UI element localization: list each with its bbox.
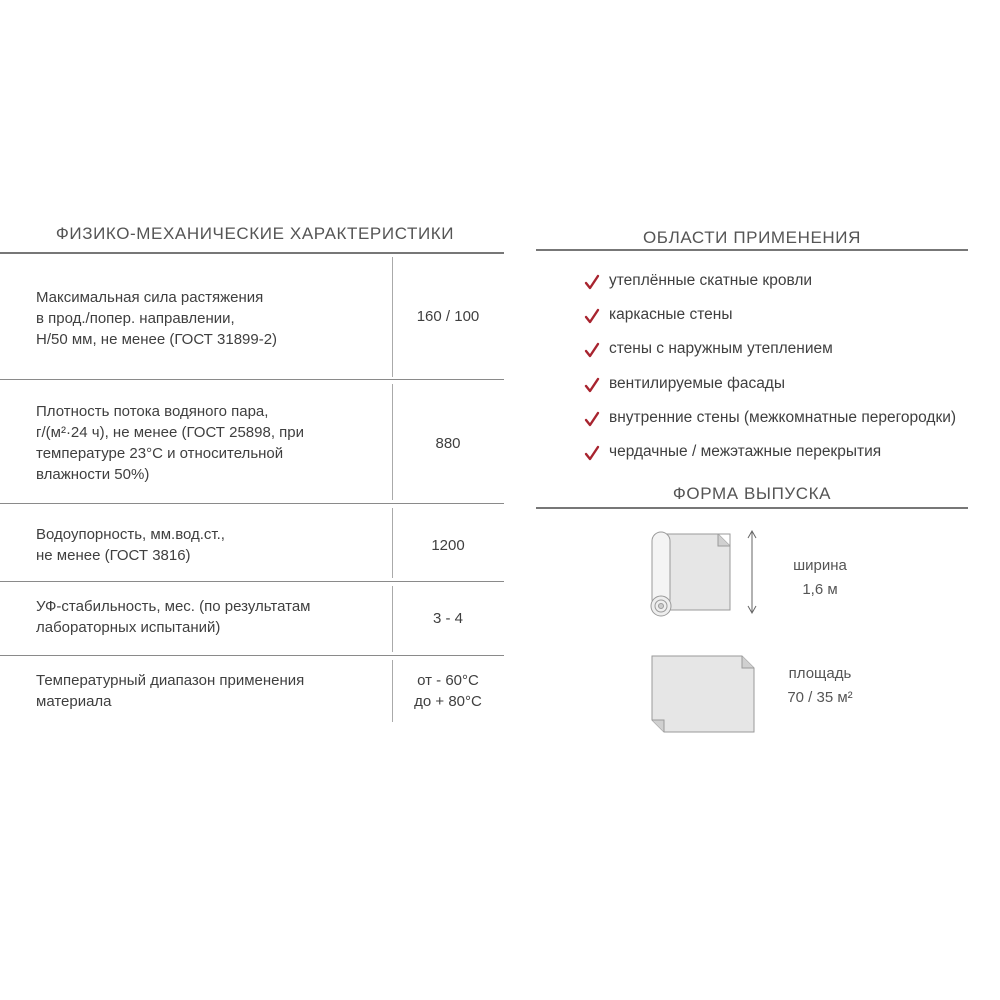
spec-row [0, 254, 504, 380]
width-caption: ширина 1,6 м [793, 557, 847, 598]
sheet-icon [648, 652, 758, 736]
spec-label: Температурный диапазон применения материала [36, 672, 305, 710]
applications-title-divider [536, 249, 968, 251]
check-icon [584, 445, 600, 461]
area-caption: площадь 70 / 35 м² [787, 665, 853, 706]
list-item: внутренние стены (межкомнатные перегородки) [584, 407, 1000, 441]
list-item: чердачные / межэтажные перекрытия [584, 441, 1000, 475]
list-item: утеплённые скатные кровли [584, 270, 1000, 304]
column-divider [392, 508, 393, 578]
column-divider [392, 586, 393, 652]
specs-title: ФИЗИКО-МЕХАНИЧЕСКИЕ ХАРАКТЕРИСТИКИ [55, 224, 455, 243]
list-item: стены с наружным утеплением [584, 338, 1000, 372]
applications-list [584, 270, 1000, 475]
release-form-title: ФОРМА ВЫПУСКА [672, 484, 832, 503]
spec-label: Максимальная сила растяжения в прод./попер. направлении, Н/50 мм, не менее (ГОСТ 31899-2) [36, 289, 278, 348]
release-form-title-divider [536, 507, 968, 509]
list-item: вентилируемые фасады [584, 373, 1000, 407]
check-icon [584, 342, 600, 358]
check-icon [584, 411, 600, 427]
spec-label: УФ-стабильность, мес. (по результатам лабораторных испытаний) [36, 598, 311, 636]
spec-value: 160 / 100 [416, 308, 480, 325]
check-icon [584, 274, 600, 290]
column-divider [392, 257, 393, 377]
spec-row [0, 504, 504, 582]
list-item: каркасные стены [584, 304, 1000, 338]
applications-title: ОБЛАСТИ ПРИМЕНЕНИЯ [642, 228, 861, 247]
spec-row [0, 380, 504, 504]
spec-row [0, 656, 504, 740]
roll-icon [648, 528, 740, 620]
spec-row [0, 582, 504, 656]
check-icon [584, 377, 600, 393]
spec-value: 1200 [431, 537, 465, 554]
column-divider [392, 384, 393, 500]
spec-label: Плотность потока водяного пара, г/(м²·24 ч), не менее (ГОСТ 25898, при температуре 23°С и относительной влажности 50%) [36, 403, 305, 483]
spec-value: от - 60°С до + 80°С [414, 672, 482, 710]
spec-value: 3 - 4 [432, 610, 463, 627]
spec-label: Водоупорность, мм.вод.ст., не менее (ГОСТ 3816) [36, 526, 225, 564]
column-divider [392, 660, 393, 722]
width-arrow-icon [745, 528, 759, 616]
spec-value: 880 [435, 435, 461, 452]
check-icon [584, 308, 600, 324]
